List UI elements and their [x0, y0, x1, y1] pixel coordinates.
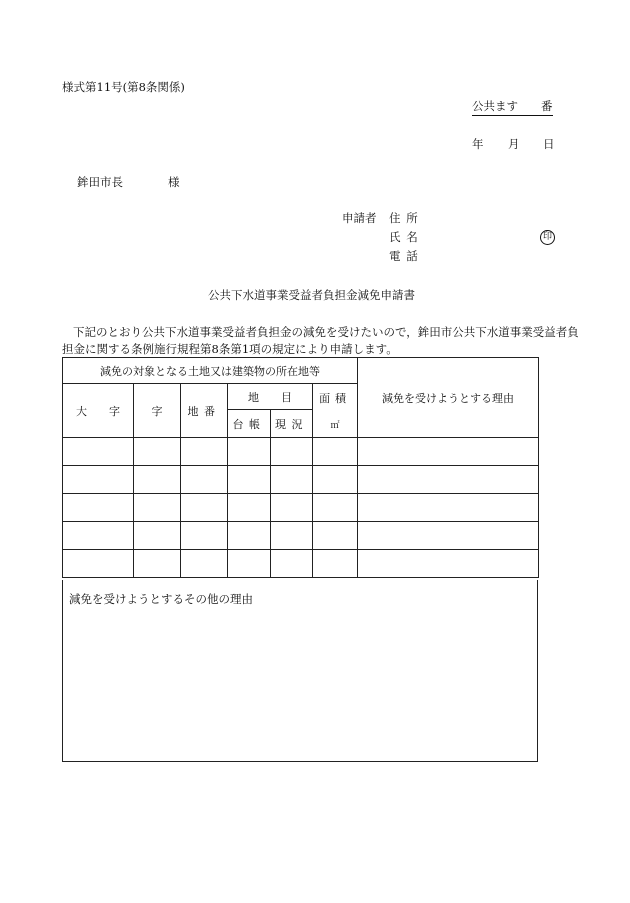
cell-area[interactable] — [313, 550, 358, 578]
cell-area[interactable] — [313, 494, 358, 522]
header-area — [313, 384, 358, 438]
addressee-honorific: 様 — [168, 175, 180, 189]
form-number: 様式第11号(第8条関係) — [62, 80, 185, 94]
cell-oaza[interactable] — [63, 522, 134, 550]
table-row — [63, 550, 539, 578]
cell-reason[interactable] — [358, 550, 539, 578]
cell-chiban[interactable] — [181, 494, 228, 522]
cell-aza[interactable] — [134, 466, 181, 494]
document-title: 公共下水道事業受益者負担金減免申請書 — [208, 288, 415, 302]
cell-daicho[interactable] — [228, 550, 271, 578]
table-row — [63, 494, 539, 522]
cell-area[interactable] — [313, 466, 358, 494]
header-genkyo: 現況 — [271, 410, 313, 438]
cell-genkyo[interactable] — [271, 550, 313, 578]
cell-daicho[interactable] — [228, 438, 271, 466]
header-oaza: 大 字 — [63, 384, 134, 438]
cell-daicho[interactable] — [228, 494, 271, 522]
location-table — [62, 357, 539, 578]
cell-oaza[interactable] — [63, 466, 134, 494]
header-reason: 減免を受けようとする理由 — [358, 358, 539, 438]
applicant-label: 申請者 — [342, 211, 377, 225]
seal-mark: 印 — [540, 230, 555, 245]
cell-genkyo[interactable] — [271, 466, 313, 494]
cell-reason[interactable] — [358, 522, 539, 550]
cell-aza[interactable] — [134, 438, 181, 466]
addressee-name: 鉾田市長 — [77, 175, 123, 189]
header-area-unit: ㎡ — [330, 421, 340, 431]
applicant-address-label: 住所 — [389, 211, 424, 225]
cell-oaza[interactable] — [63, 550, 134, 578]
applicant-phone-label: 電話 — [389, 249, 424, 263]
group-header: 減免の対象となる土地又は建築物の所在地等 — [63, 358, 358, 384]
date-year: 年 — [472, 137, 484, 151]
cell-genkyo[interactable] — [271, 438, 313, 466]
other-reason-label: 減免を受けようとするその他の理由 — [69, 592, 253, 606]
cell-oaza[interactable] — [63, 494, 134, 522]
cell-chiban[interactable] — [181, 466, 228, 494]
header-aza: 字 — [134, 384, 181, 438]
cell-aza[interactable] — [134, 550, 181, 578]
cell-reason[interactable] — [358, 438, 539, 466]
header-area-label: 面積 — [319, 392, 351, 405]
cell-genkyo[interactable] — [271, 522, 313, 550]
body-text: 下記のとおり公共下水道事業受益者負担金の減免を受けたいので，鉾田市公共下水道事業受益者負担金に関する条例施行規程第8条第1項の規定により申請します。 — [62, 325, 579, 356]
cell-genkyo[interactable] — [271, 494, 313, 522]
date-day: 日 — [543, 137, 555, 151]
cell-chiban[interactable] — [181, 550, 228, 578]
other-reason-box[interactable] — [62, 580, 538, 762]
applicant-name-label: 氏名 — [389, 230, 424, 244]
cell-reason[interactable] — [358, 466, 539, 494]
cell-daicho[interactable] — [228, 522, 271, 550]
header-chimoku: 地 目 — [228, 384, 313, 410]
cell-aza[interactable] — [134, 494, 181, 522]
cell-aza[interactable] — [134, 522, 181, 550]
cell-reason[interactable] — [358, 494, 539, 522]
header-daicho: 台帳 — [228, 410, 271, 438]
table-row — [63, 438, 539, 466]
table-row — [63, 466, 539, 494]
cell-daicho[interactable] — [228, 466, 271, 494]
cell-chiban[interactable] — [181, 522, 228, 550]
header-chiban: 地番 — [181, 384, 228, 438]
cell-area[interactable] — [313, 438, 358, 466]
table-row — [63, 522, 539, 550]
cell-oaza[interactable] — [63, 438, 134, 466]
date-month: 月 — [508, 137, 520, 151]
document-number: 公共ます 番 — [472, 101, 553, 116]
cell-area[interactable] — [313, 522, 358, 550]
cell-chiban[interactable] — [181, 438, 228, 466]
